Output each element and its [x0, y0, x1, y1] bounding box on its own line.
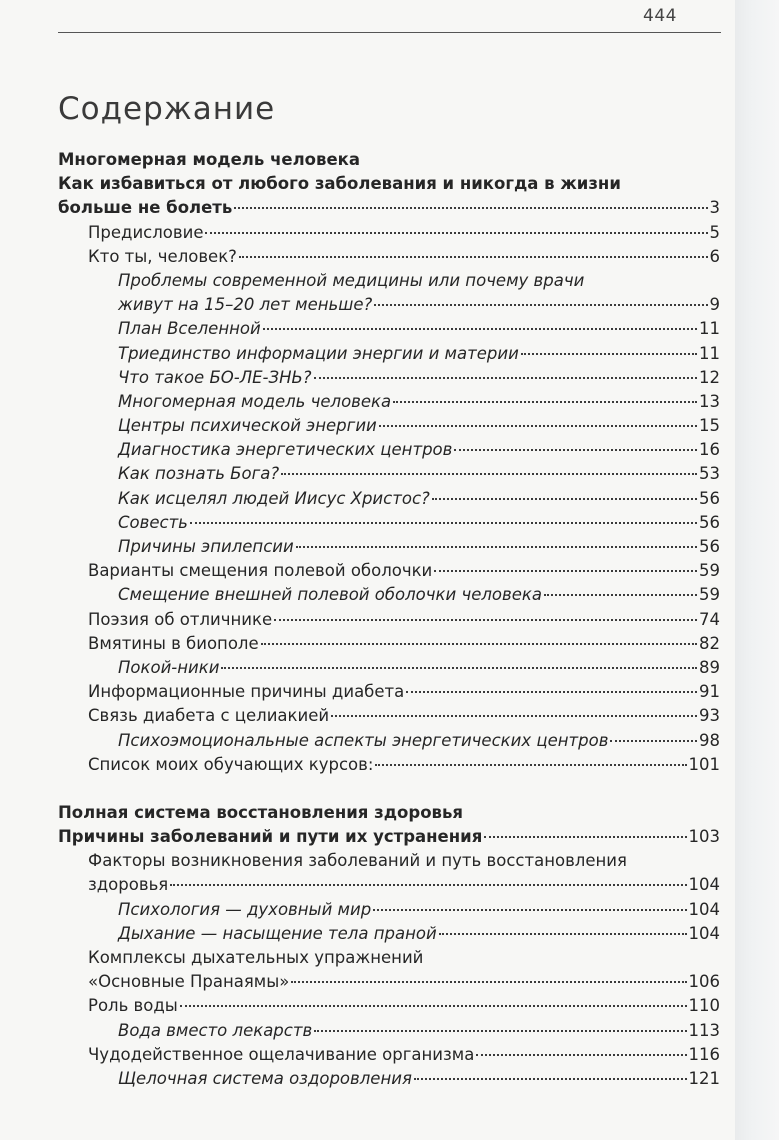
toc-entry[interactable]: [58, 535, 720, 559]
toc-entry-title: Покой-ники: [118, 657, 220, 677]
toc-entry[interactable]: [58, 873, 720, 897]
toc-page-number: 15: [699, 416, 720, 436]
toc-entry[interactable]: [58, 1067, 720, 1091]
toc-entry-title: Список моих обучающих курсов:: [88, 754, 374, 774]
page-edge: [735, 0, 779, 1140]
toc-page-number: 56: [699, 537, 720, 556]
toc-page-number: 11: [699, 343, 720, 363]
toc-page-number: 6: [709, 246, 720, 266]
toc-entry-title: Вмятины в биополе: [88, 633, 259, 653]
toc-page-number: 3: [709, 198, 720, 218]
toc-entry[interactable]: больше не болеть 3: [58, 196, 720, 220]
dot-leader: [406, 691, 697, 693]
toc-entry-title: живут на 15–20 лет меньше?: [118, 295, 373, 315]
toc-entry-title: Варианты смещения полевой оболочки: [88, 561, 433, 581]
toc-page-number: 74: [699, 609, 720, 629]
toc-entry-line: Комплексы дыхательных упражнений: [88, 948, 424, 967]
toc-entry-title: «Основные Пранаямы»: [88, 972, 290, 992]
toc-entry-title: Психология — духовный мир: [118, 899, 372, 919]
toc-page-number: 91: [699, 682, 720, 702]
dot-leader: [291, 981, 686, 983]
dot-leader: [331, 715, 697, 717]
toc-entry[interactable]: [58, 245, 720, 269]
dot-leader: [374, 304, 707, 306]
toc-page-number: 89: [699, 657, 720, 677]
toc-page-number: 5: [709, 222, 720, 242]
toc-page-number: 82: [699, 633, 720, 653]
toc-page-number: 103: [688, 827, 720, 847]
toc-entry-title: План Вселенной: [118, 319, 261, 339]
dot-leader: [454, 449, 697, 451]
dot-leader: [274, 619, 697, 621]
toc-entry-title: Связь диабета с целиакией: [88, 706, 330, 726]
toc-page-number: 13: [699, 391, 720, 411]
toc-page-number: 53: [699, 464, 720, 484]
toc-entry[interactable]: Причины заболеваний и пути их устранения 103: [58, 825, 720, 849]
toc-page-number: 11: [699, 319, 720, 339]
toc-page-number: 12: [699, 367, 720, 387]
toc-entry-title: Причины эпилепсии: [118, 537, 294, 556]
dot-leader: [439, 933, 687, 935]
toc-page-number: 16: [699, 440, 720, 460]
dot-leader: [414, 1078, 687, 1080]
toc-page-number: 9: [709, 295, 720, 315]
toc-entry[interactable]: [58, 922, 720, 946]
toc-page-number: 101: [688, 754, 720, 774]
dot-leader: [314, 377, 697, 379]
dot-leader: [239, 256, 708, 258]
page-number: 444: [643, 6, 677, 26]
toc-entry[interactable]: [58, 1043, 720, 1067]
toc-entry[interactable]: [58, 994, 720, 1018]
toc-entry[interactable]: [58, 608, 720, 632]
toc-entry[interactable]: [58, 511, 720, 535]
toc-entry-title: Центры психической энергии: [118, 416, 377, 436]
dot-leader: [521, 353, 697, 355]
toc-entry-title: Триединство информации энергии и материи: [118, 343, 519, 363]
toc-list: [58, 849, 720, 1091]
toc-page-number: 59: [699, 561, 720, 581]
toc-entry-title: Смещение внешней полевой оболочки человека: [118, 585, 542, 605]
toc-entry[interactable]: [58, 366, 720, 390]
dot-leader: [434, 570, 697, 572]
toc-entry-line: Проблемы современной медицины или почему врачи: [118, 270, 585, 290]
dot-leader: [221, 667, 697, 669]
toc-entry-title: Роль воды: [88, 996, 178, 1016]
dot-leader: [432, 498, 697, 500]
toc-page-number: 113: [688, 1020, 720, 1040]
toc-entry[interactable]: [58, 632, 720, 656]
toc-entry-title: здоровья: [88, 875, 169, 895]
toc-entry[interactable]: [58, 704, 720, 728]
dot-leader: [314, 1030, 686, 1032]
toc-entry[interactable]: [58, 438, 720, 462]
dot-leader: [610, 740, 697, 742]
dot-leader: [373, 909, 686, 911]
toc-entry[interactable]: [58, 583, 720, 607]
dot-leader: [484, 836, 686, 838]
toc-entry-title: Щелочная система оздоровления: [118, 1068, 412, 1088]
toc-entry-title: Совесть: [118, 512, 188, 532]
header-rule: [58, 32, 721, 33]
toc-entry-title: Многомерная модель человека: [118, 391, 392, 411]
toc-entry-title: Информационные причины диабета: [88, 682, 405, 702]
toc-entry[interactable]: [58, 729, 720, 753]
toc-entry[interactable]: [58, 753, 720, 777]
toc-entry-title: Чудодейственное ощелачивание организма: [88, 1044, 475, 1064]
section-gap: [58, 777, 720, 801]
toc-entry[interactable]: [58, 221, 720, 245]
toc-entry-title: Дыхание — насыщение тела праной: [118, 923, 437, 943]
toc-entry-title: Что такое БО-ЛЕ-ЗНЬ?: [118, 367, 312, 387]
toc-entry[interactable]: [58, 462, 720, 486]
toc-entry[interactable]: [58, 414, 720, 438]
toc-entry[interactable]: [58, 656, 720, 680]
dot-leader: [190, 522, 697, 524]
table-of-contents: [58, 148, 720, 1091]
toc-page-number: 121: [688, 1068, 720, 1088]
toc-entry[interactable]: [58, 390, 720, 414]
dot-leader: [234, 207, 707, 209]
page-title: Содержание: [58, 90, 276, 127]
toc-page-number: 116: [688, 1044, 720, 1064]
dot-leader: [261, 643, 697, 645]
dot-leader: [476, 1054, 686, 1056]
toc-entry-title: Как исцелял людей Иисус Христос?: [118, 488, 430, 508]
toc-page-number: 59: [699, 585, 720, 605]
toc-entry[interactable]: [58, 317, 720, 341]
toc-page-number: 56: [699, 488, 720, 508]
toc-entry[interactable]: [58, 487, 720, 511]
toc-page-number: 98: [699, 730, 720, 750]
toc-page-number: 93: [699, 706, 720, 726]
toc-entry[interactable]: [58, 342, 720, 366]
toc-entry-line: Факторы возникновения заболеваний и путь восстановления: [88, 851, 627, 871]
toc-list: [58, 221, 720, 777]
toc-entry-title: Кто ты, человек?: [88, 246, 237, 266]
dot-leader: [379, 425, 697, 427]
dot-leader: [296, 546, 697, 548]
toc-page-number: 104: [688, 923, 720, 943]
toc-page-number: 104: [688, 899, 720, 919]
dot-leader: [205, 232, 707, 234]
toc-entry-title: Предисловие: [88, 222, 204, 242]
toc-page-number: 56: [699, 512, 720, 532]
toc-entry-title: Поэзия об отличнике: [88, 609, 273, 629]
toc-entry[interactable]: [58, 898, 720, 922]
dot-leader: [281, 473, 697, 475]
toc-entry-title: Диагностика энергетических центров: [118, 440, 453, 460]
dot-leader: [393, 401, 697, 403]
toc-entry[interactable]: [58, 559, 720, 583]
dot-leader: [544, 594, 697, 596]
toc-entry-title: Психоэмоциональные аспекты энергетических центров: [118, 730, 609, 750]
toc-page-number: 110: [688, 996, 720, 1016]
dot-leader: [180, 1005, 687, 1007]
section-heading: Полная система восстановления здоровья: [58, 802, 463, 822]
dot-leader: [375, 764, 686, 766]
toc-entry[interactable]: [58, 970, 720, 994]
section-subheading: Как избавиться от любого заболевания и никогда в жизни: [58, 174, 621, 194]
toc-entry[interactable]: [58, 680, 720, 704]
toc-entry-title: Как познать Бога?: [118, 464, 280, 484]
toc-entry[interactable]: [58, 293, 720, 317]
section-heading: Многомерная модель человека: [58, 150, 360, 169]
toc-entry[interactable]: [58, 1019, 720, 1043]
toc-entry-title: Вода вместо лекарств: [118, 1020, 313, 1040]
toc-page-number: 106: [688, 972, 720, 992]
dot-leader: [170, 884, 686, 886]
dot-leader: [263, 328, 697, 330]
toc-page-number: 104: [688, 875, 720, 895]
